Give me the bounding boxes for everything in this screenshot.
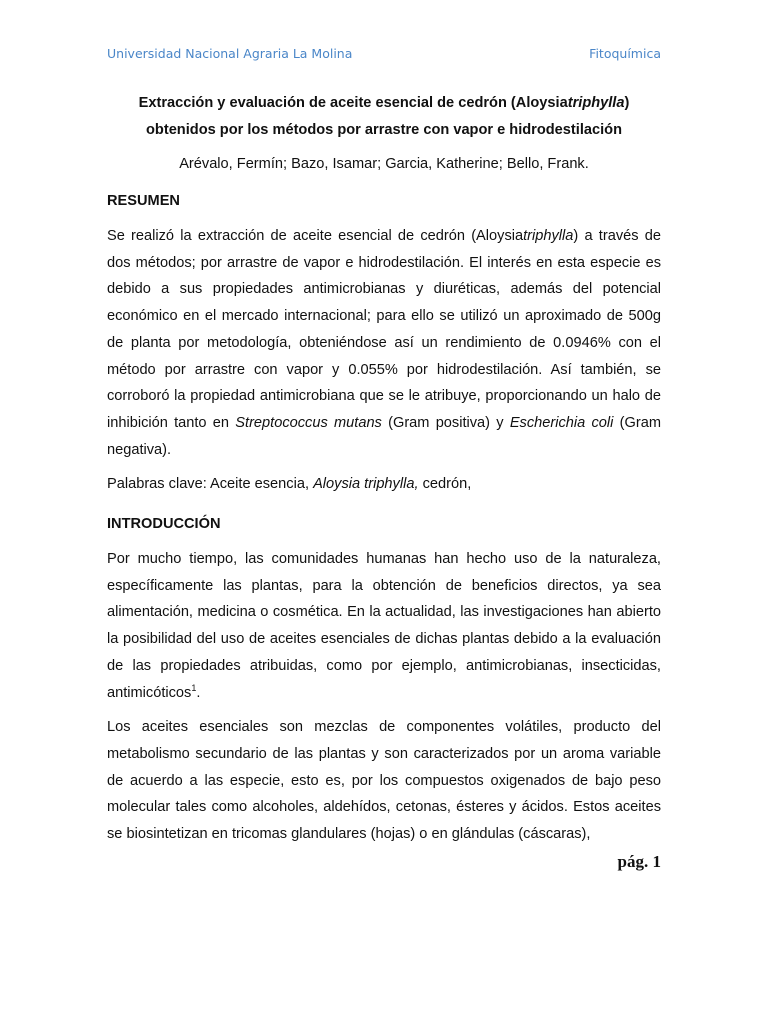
keywords xyxy=(107,471,661,498)
resumen-italic-ecoli: Escherichia coli xyxy=(509,414,614,431)
intro-p1-text: Por mucho tiempo, las comunidades humanas han hecho uso de la naturaleza, específicamente las plantas, para la obtención de beneficios directos, ya sea alimentación, medicina o cosmética. En la actualidad, las investigaciones han abierto la posibilidad del uso de aceites esenciales de dichas plantas debido a la evaluación de las propiedades atribuidas, como por ejemplo, antimicrobianas, insecticidas, antimicóticos xyxy=(107,551,661,701)
paper-body xyxy=(107,90,661,848)
keywords-italic: Aloysia triphylla, xyxy=(313,476,419,493)
resumen-italic-streptococcus: Streptococcus mutans xyxy=(235,414,382,431)
resumen-text-c: ) a través de dos métodos; por arrastre de vapor e hidrodestilación. El interés en esta especie es debido a sus propiedades antimicrobianas y diuréticas, además del potencial económico en el mercado internacional; para ello se utilizó un aproximado de 500g de planta por metodología, obteniéndose así un rendimiento de 0.0946% con el método por arrastre con vapor y 0.055% por hidrodestilación. Así también, se corroboró la propiedad antimicrobiana que se le atribuye, proporcionando un halo de inhibición tanto en xyxy=(107,228,661,431)
introduccion-paragraph-1 xyxy=(107,546,661,706)
title-line1-text: Extracción y evaluación de aceite esencial de cedrón (Aloysia xyxy=(138,95,568,111)
keywords-end: cedrón, xyxy=(418,476,472,493)
introduccion-heading: INTRODUCCIÓN xyxy=(107,516,221,533)
title-line1-end: ) xyxy=(624,95,630,111)
resumen-text-g: (Gram negativa). xyxy=(107,414,661,458)
resumen-text-a: Se realizó la extracción de aceite esencial de cedrón (Aloysia xyxy=(107,228,524,244)
keywords-label: Palabras clave: Aceite esencia, xyxy=(107,476,314,493)
title-line1-italic: triphylla xyxy=(567,95,625,111)
title-line2: obtenidos por los métodos por arrastre con vapor e hidrodestilación xyxy=(146,122,622,138)
resumen-text-e: (Gram positiva) y xyxy=(381,414,510,431)
resumen-heading: RESUMEN xyxy=(107,193,180,209)
paper-title xyxy=(107,90,661,144)
header-course: Fitoquímica xyxy=(589,46,661,61)
page-number: pág. 1 xyxy=(617,852,661,871)
header-university: Universidad Nacional Agraria La Molina xyxy=(107,46,353,61)
footnote-ref: 1 xyxy=(191,682,197,693)
resumen-italic-species: triphylla xyxy=(523,228,574,244)
authors: Arévalo, Fermín; Bazo, Isamar; Garcia, Katherine; Bello, Frank. xyxy=(179,156,589,172)
introduccion-paragraph-2: Los aceites esenciales son mezclas de componentes volátiles, producto del metabolismo secundario de las plantas y son caracterizados por un aroma variable de acuerdo a las especie, esto es, por los compuestos oxigenados de bajo peso molecular tales como alcoholes, aldehídos, cetonas, ésteres y ácidos. Estos aceites se biosintetizan en tricomas glandulares (hojas) o en glándulas (cáscaras), xyxy=(107,719,661,843)
resumen-paragraph xyxy=(107,223,661,463)
intro-p1-end: . xyxy=(196,684,201,701)
